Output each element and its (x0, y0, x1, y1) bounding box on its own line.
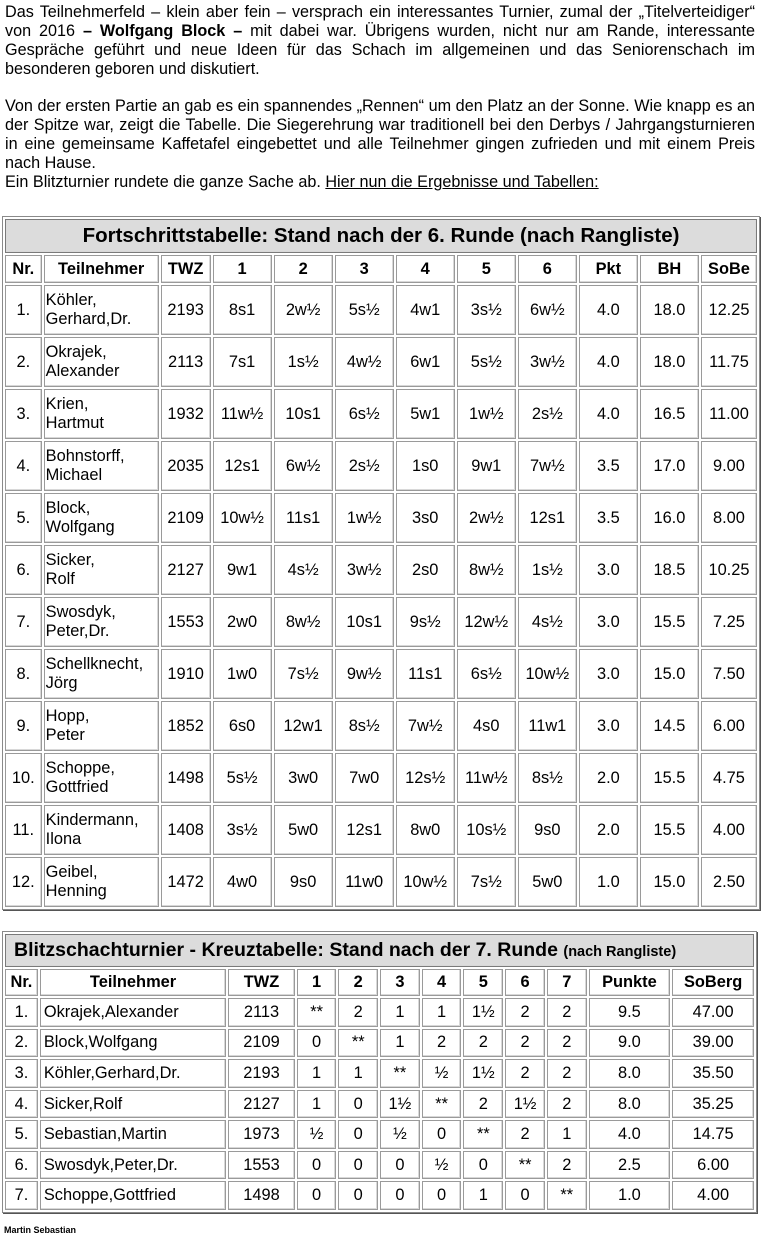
table-cell: 2127 (161, 545, 211, 595)
table-cell: 2 (463, 1029, 503, 1058)
column-header: BH (640, 255, 699, 283)
table-cell: 4s½ (518, 597, 577, 647)
participant-name: Geibel, Henning (44, 857, 159, 907)
column-header: 3 (380, 969, 420, 997)
table-cell: 8s1 (213, 285, 272, 335)
champion-name: – Wolfgang Block – (82, 21, 243, 40)
table-cell: 1s½ (518, 545, 577, 595)
table-cell: 1w½ (457, 389, 516, 439)
table-cell: 3. (5, 1059, 38, 1088)
table-cell: 11.75 (701, 337, 757, 387)
table-cell: 4.0 (589, 1120, 671, 1149)
table-cell: 5w0 (274, 805, 333, 855)
table-cell: 3w0 (274, 753, 333, 803)
column-header: SoBe (701, 255, 757, 283)
table-cell: ** (463, 1120, 503, 1149)
table-cell: 1973 (228, 1120, 295, 1149)
table-cell: 1 (422, 998, 462, 1027)
table-cell: 10w½ (396, 857, 455, 907)
participant-name: Hopp, Peter (44, 701, 159, 751)
column-header: Nr. (5, 969, 38, 997)
table-cell: 15.5 (640, 753, 699, 803)
table-row (5, 545, 757, 595)
table-cell: ½ (297, 1120, 337, 1149)
table-cell: 6. (5, 545, 42, 595)
table-cell: 6w½ (518, 285, 577, 335)
table-cell: 16.0 (640, 493, 699, 543)
column-header: 4 (396, 255, 455, 283)
table-row (5, 389, 757, 439)
table-cell: 7s1 (213, 337, 272, 387)
column-header: 4 (422, 969, 462, 997)
table-cell: 11w0 (335, 857, 394, 907)
table-cell: 8w0 (396, 805, 455, 855)
column-header: Punkte (589, 969, 671, 997)
participant-name: Bohnstorff, Michael (44, 441, 159, 491)
column-header: 5 (463, 969, 503, 997)
participant-name: Okrajek,Alexander (40, 998, 226, 1027)
table-cell: 2. (5, 337, 42, 387)
participant-name: Krien, Hartmut (44, 389, 159, 439)
table-cell: 6s½ (457, 649, 516, 699)
participant-name: Köhler,Gerhard,Dr. (40, 1059, 226, 1088)
table-cell: 4.00 (701, 805, 757, 855)
table-cell: 0 (338, 1151, 378, 1180)
table-cell: 17.0 (640, 441, 699, 491)
table-cell: 7. (5, 597, 42, 647)
table-cell: 10w½ (518, 649, 577, 699)
table-cell: 1½ (380, 1090, 420, 1119)
table-cell: 9.0 (589, 1029, 671, 1058)
column-header: 5 (457, 255, 516, 283)
blitz-table-header (5, 969, 754, 997)
table-cell: 7.50 (701, 649, 757, 699)
table-cell: 2 (505, 1059, 545, 1088)
table-cell: 5s½ (335, 285, 394, 335)
table-cell: 1. (5, 998, 38, 1027)
table-cell: 14.75 (672, 1120, 754, 1149)
table-cell: 6s½ (335, 389, 394, 439)
table-cell: 35.50 (672, 1059, 754, 1088)
table-cell: 1½ (505, 1090, 545, 1119)
table-cell: 9s0 (518, 805, 577, 855)
table-cell: 0 (297, 1029, 337, 1058)
table-cell: 2w0 (213, 597, 272, 647)
table-cell: 1498 (161, 753, 211, 803)
table-cell: 5s½ (457, 337, 516, 387)
table-cell: 6w1 (396, 337, 455, 387)
table-cell: 2 (338, 998, 378, 1027)
table-cell: 2w½ (457, 493, 516, 543)
table-cell: 4w0 (213, 857, 272, 907)
progress-table-header (5, 255, 757, 283)
table-cell: 2.0 (579, 805, 638, 855)
table-cell: ½ (422, 1151, 462, 1180)
table-cell: 2.0 (579, 753, 638, 803)
table-cell: 0 (338, 1090, 378, 1119)
table-cell: 10s1 (335, 597, 394, 647)
table-cell: ** (297, 998, 337, 1027)
table-cell: 5. (5, 493, 42, 543)
table-cell: 1s½ (274, 337, 333, 387)
table-cell: 4.00 (672, 1181, 754, 1210)
table-cell: 0 (463, 1151, 503, 1180)
column-header: Teilnehmer (40, 969, 226, 997)
table-cell: 2 (547, 1059, 587, 1088)
table-cell: 4.0 (579, 337, 638, 387)
table-cell: 11s1 (274, 493, 333, 543)
table-row (5, 1181, 754, 1210)
table-cell: 11w1 (518, 701, 577, 751)
table-cell: 0 (422, 1120, 462, 1149)
table-cell: 1553 (228, 1151, 295, 1180)
table-cell: 6s0 (213, 701, 272, 751)
column-header: 1 (213, 255, 272, 283)
participant-name: Block,Wolfgang (40, 1029, 226, 1058)
intro-paragraph-2: Von der ersten Partie an gab es ein spannendes „Rennen“ um den Platz an der Sonne. Wie knapp es an der Spitze war, zeigt die Tabelle. Die Siegerehrung war traditionell bei den Derbys / Jahrgangsturnieren in eine gemeinsame Kaffetafel eingebettet und alle Teilnehmer gingen zufrieden und mit einem Preis nach Hause. Ein Blitzturnier rundete die ganze Sache ab. Hier nun die Ergebnisse und Tabellen: (5, 97, 755, 191)
table-cell: 2 (547, 998, 587, 1027)
table-cell: 7w½ (396, 701, 455, 751)
participant-name: Sicker,Rolf (40, 1090, 226, 1119)
table-cell: 2.50 (701, 857, 757, 907)
table-cell: 10w½ (213, 493, 272, 543)
table-cell: 1½ (463, 1059, 503, 1088)
table-cell: 10s1 (274, 389, 333, 439)
table-cell: 7s½ (457, 857, 516, 907)
column-header: 7 (547, 969, 587, 997)
table-cell: 5s½ (213, 753, 272, 803)
table-cell: 0 (338, 1181, 378, 1210)
table-cell: 2 (505, 998, 545, 1027)
participant-name: Schellknecht, Jörg (44, 649, 159, 699)
table-cell: 18.0 (640, 337, 699, 387)
table-cell: 9w½ (335, 649, 394, 699)
table-cell: 1 (297, 1090, 337, 1119)
table-cell: 10s½ (457, 805, 516, 855)
table-cell: 7w½ (518, 441, 577, 491)
table-cell: 4s½ (274, 545, 333, 595)
table-row (5, 493, 757, 543)
participant-name: Köhler, Gerhard,Dr. (44, 285, 159, 335)
table-cell: 2s½ (518, 389, 577, 439)
table-cell: 2. (5, 1029, 38, 1058)
table-cell: 0 (422, 1181, 462, 1210)
table-row (5, 857, 757, 907)
table-cell: ** (505, 1151, 545, 1180)
participant-name: Swosdyk,Peter,Dr. (40, 1151, 226, 1180)
table-cell: 9. (5, 701, 42, 751)
table-cell: 2193 (161, 285, 211, 335)
table-cell: 6.00 (701, 701, 757, 751)
table-cell: 3. (5, 389, 42, 439)
column-header: 6 (518, 255, 577, 283)
table-cell: 0 (380, 1181, 420, 1210)
table-cell: 6w½ (274, 441, 333, 491)
table-cell: 1 (380, 998, 420, 1027)
table-row (5, 285, 757, 335)
table-cell: 1w0 (213, 649, 272, 699)
column-header: Nr. (5, 255, 42, 283)
table-cell: 0 (380, 1151, 420, 1180)
table-cell: 12s1 (213, 441, 272, 491)
table-cell: 7.25 (701, 597, 757, 647)
table-cell: 4.75 (701, 753, 757, 803)
table-cell: 0 (297, 1181, 337, 1210)
table-cell: 9s0 (274, 857, 333, 907)
table-cell: 2113 (161, 337, 211, 387)
results-link-text: Hier nun die Ergebnisse und Tabellen: (325, 172, 599, 191)
table-cell: 9s½ (396, 597, 455, 647)
table-cell: 9w1 (457, 441, 516, 491)
table-cell: 6. (5, 1151, 38, 1180)
participant-name: Schoppe, Gottfried (44, 753, 159, 803)
table-cell: 3.0 (579, 597, 638, 647)
column-header: TWZ (161, 255, 211, 283)
table-cell: 3.0 (579, 545, 638, 595)
table-cell: 11.00 (701, 389, 757, 439)
table-cell: 3w½ (518, 337, 577, 387)
column-header: 2 (274, 255, 333, 283)
table-cell: 2109 (161, 493, 211, 543)
table-cell: ½ (380, 1120, 420, 1149)
table-cell: 18.0 (640, 285, 699, 335)
table-cell: 2 (505, 1029, 545, 1058)
table-cell: 1408 (161, 805, 211, 855)
table-cell: 4.0 (579, 285, 638, 335)
table-row (5, 1151, 754, 1180)
table-row (5, 441, 757, 491)
table-cell: ** (422, 1090, 462, 1119)
table-cell: 2127 (228, 1090, 295, 1119)
table-cell: 2193 (228, 1059, 295, 1088)
table-cell: 8. (5, 649, 42, 699)
table-cell: 1553 (161, 597, 211, 647)
column-header: 2 (338, 969, 378, 997)
table-cell: ** (380, 1059, 420, 1088)
table-cell: 39.00 (672, 1029, 754, 1058)
table-cell: 1.0 (579, 857, 638, 907)
participant-name: Okrajek, Alexander (44, 337, 159, 387)
table-cell: 4. (5, 1090, 38, 1119)
participant-name: Kindermann, Ilona (44, 805, 159, 855)
table-row (5, 805, 757, 855)
table-cell: 3.5 (579, 441, 638, 491)
table-cell: 12.25 (701, 285, 757, 335)
table-cell: 0 (338, 1120, 378, 1149)
table-cell: 1852 (161, 701, 211, 751)
participant-name: Sicker, Rolf (44, 545, 159, 595)
table-cell: 12. (5, 857, 42, 907)
table-cell: 2113 (228, 998, 295, 1027)
table-cell: 7. (5, 1181, 38, 1210)
table-cell: 35.25 (672, 1090, 754, 1119)
table-cell: 47.00 (672, 998, 754, 1027)
table-row (5, 1120, 754, 1149)
table-row (5, 597, 757, 647)
column-header: Pkt (579, 255, 638, 283)
table-cell: 3s½ (213, 805, 272, 855)
table-cell: 2w½ (274, 285, 333, 335)
table-cell: 2 (547, 1090, 587, 1119)
table-cell: 3.0 (579, 649, 638, 699)
table-cell: 11w½ (213, 389, 272, 439)
table-cell: 9w1 (213, 545, 272, 595)
table-cell: 5. (5, 1120, 38, 1149)
table-cell: 2s½ (335, 441, 394, 491)
table-cell: 6.00 (672, 1151, 754, 1180)
table-cell: 12s1 (335, 805, 394, 855)
column-header: 6 (505, 969, 545, 997)
column-header: TWZ (228, 969, 295, 997)
table-cell: 12w1 (274, 701, 333, 751)
table-cell: 1w½ (335, 493, 394, 543)
table-cell: 1 (380, 1029, 420, 1058)
table-cell: 1½ (463, 998, 503, 1027)
table-cell: 11s1 (396, 649, 455, 699)
intro-paragraph-1: Das Teilnehmerfeld – klein aber fein – versprach ein interessantes Turnier, zumal der „Titelverteidiger“ von 2016 – Wolfgang Block – mit dabei war. Übrigens wurden, nicht nur am Rande, interessante Gespräche geführt und neue Ideen für das Schach im allgemeinen und das Seniorenschach im besonderen geboren und diskutiert. (5, 3, 756, 78)
blitz-crosstable (2, 931, 757, 1213)
table-cell: 3.5 (579, 493, 638, 543)
table-cell: 1 (297, 1059, 337, 1088)
table-cell: 8w½ (274, 597, 333, 647)
table-cell: 15.5 (640, 597, 699, 647)
table-cell: 3s½ (457, 285, 516, 335)
table-cell: 3.0 (579, 701, 638, 751)
table-cell: 1.0 (589, 1181, 671, 1210)
table-cell: 10.25 (701, 545, 757, 595)
table-cell: 4. (5, 441, 42, 491)
table-row (5, 1090, 754, 1119)
table-cell: 1472 (161, 857, 211, 907)
table-cell: 14.5 (640, 701, 699, 751)
table-row (5, 337, 757, 387)
table-cell: 5w0 (518, 857, 577, 907)
table-cell: ½ (422, 1059, 462, 1088)
table-cell: 4w1 (396, 285, 455, 335)
table-cell: 12w½ (457, 597, 516, 647)
table-cell: 4w½ (335, 337, 394, 387)
table-row (5, 1059, 754, 1088)
table-cell: 1s0 (396, 441, 455, 491)
table-row (5, 1029, 754, 1058)
table-cell: 7w0 (335, 753, 394, 803)
table-cell: 10. (5, 753, 42, 803)
table-cell: 8.0 (589, 1059, 671, 1088)
table-cell: 15.5 (640, 805, 699, 855)
table-cell: 2035 (161, 441, 211, 491)
table-cell: 1498 (228, 1181, 295, 1210)
table-cell: 12s½ (396, 753, 455, 803)
blitz-table-title: Blitzschachturnier - Kreuztabelle: Stand nach der 7. Runde (nach Rangliste) (5, 934, 754, 967)
table-cell: 15.0 (640, 857, 699, 907)
table-cell: 2 (547, 1151, 587, 1180)
table-cell: 8s½ (518, 753, 577, 803)
table-cell: 16.5 (640, 389, 699, 439)
table-cell: 8s½ (335, 701, 394, 751)
table-cell: 1932 (161, 389, 211, 439)
table-cell: 8.00 (701, 493, 757, 543)
table-cell: ** (547, 1181, 587, 1210)
table-cell: 8.0 (589, 1090, 671, 1119)
table-cell: 11w½ (457, 753, 516, 803)
table-cell: 9.00 (701, 441, 757, 491)
table-cell: 7s½ (274, 649, 333, 699)
progress-table (2, 216, 760, 910)
table-cell: 2 (505, 1120, 545, 1149)
table-cell: 0 (505, 1181, 545, 1210)
table-cell: 5w1 (396, 389, 455, 439)
column-header: 3 (335, 255, 394, 283)
author-signature: Martin Sebastian (4, 1225, 77, 1235)
participant-name: Swosdyk, Peter,Dr. (44, 597, 159, 647)
table-cell: 11. (5, 805, 42, 855)
table-cell: 2s0 (396, 545, 455, 595)
table-cell: 4.0 (579, 389, 638, 439)
table-row (5, 649, 757, 699)
column-header: 1 (297, 969, 337, 997)
progress-table-title: Fortschrittstabelle: Stand nach der 6. Runde (nach Rangliste) (5, 219, 757, 253)
table-cell: 1 (463, 1181, 503, 1210)
table-row (5, 701, 757, 751)
column-header: SoBerg (672, 969, 754, 997)
participant-name: Sebastian,Martin (40, 1120, 226, 1149)
participant-name: Schoppe,Gottfried (40, 1181, 226, 1210)
table-cell: 3w½ (335, 545, 394, 595)
table-cell: 1. (5, 285, 42, 335)
table-cell: 2 (422, 1029, 462, 1058)
table-cell: 0 (297, 1151, 337, 1180)
table-cell: ** (338, 1029, 378, 1058)
table-cell: 1910 (161, 649, 211, 699)
table-cell: 2.5 (589, 1151, 671, 1180)
table-cell: 2 (547, 1029, 587, 1058)
participant-name: Block, Wolfgang (44, 493, 159, 543)
table-cell: 18.5 (640, 545, 699, 595)
table-cell: 8w½ (457, 545, 516, 595)
table-cell: 1 (547, 1120, 587, 1149)
column-header: Teilnehmer (44, 255, 159, 283)
table-cell: 15.0 (640, 649, 699, 699)
table-row (5, 998, 754, 1027)
table-row (5, 753, 757, 803)
table-cell: 2109 (228, 1029, 295, 1058)
table-cell: 2 (463, 1090, 503, 1119)
table-cell: 4s0 (457, 701, 516, 751)
table-cell: 1 (338, 1059, 378, 1088)
table-cell: 9.5 (589, 998, 671, 1027)
table-cell: 12s1 (518, 493, 577, 543)
table-cell: 3s0 (396, 493, 455, 543)
